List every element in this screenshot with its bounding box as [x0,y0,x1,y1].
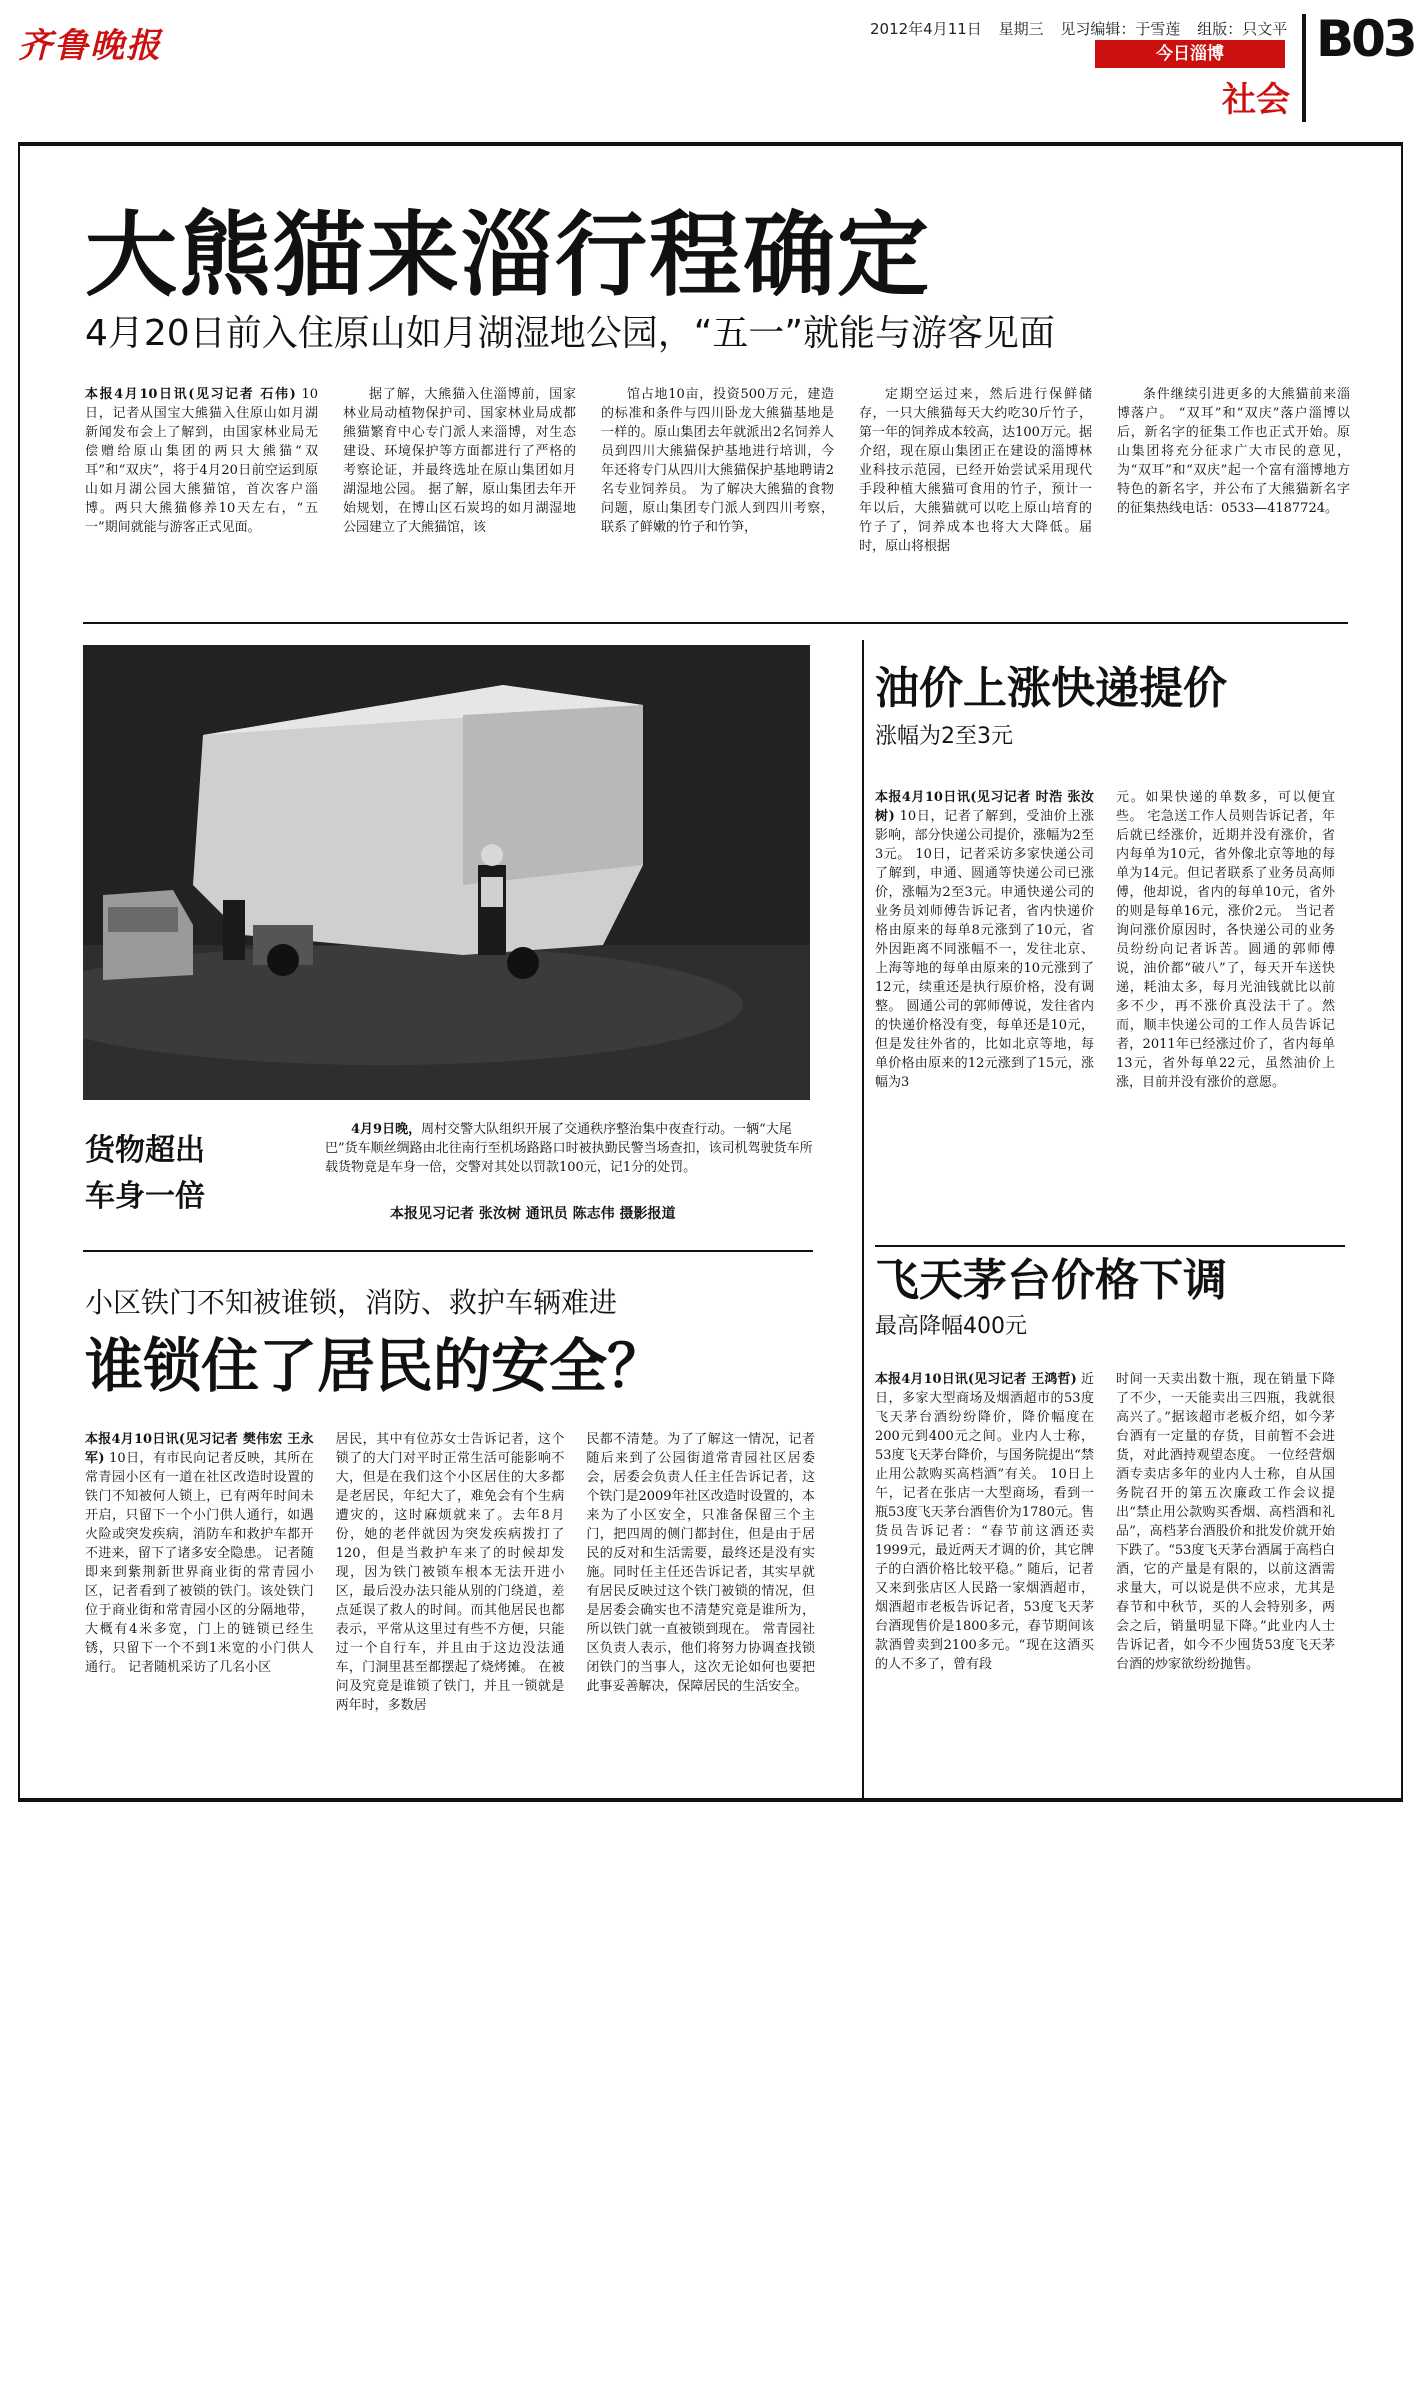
divider [875,1245,1345,1247]
liquor-story-column [875,1370,1094,1790]
gate-story-column [85,1430,314,1790]
lead-column [85,385,318,610]
masthead-rule [1302,14,1306,122]
liquor-story-subtitle: 最高降幅400元 [875,1314,1027,1339]
issue-weekday: 星期三 [998,20,1044,38]
liquor-story-body [875,1370,1335,1790]
lead-column [601,385,834,610]
lead-column-text: 条件继续引进更多的大熊猫前来淄博落户。 “双耳”和“双庆”落户淄博以后，新名字的征集工作也正式开始。原山集团将充分征求广大市民的意见，为“双耳”和“双庆”起一个富有淄博地方特色的新名字，并公布了大熊猫新名字的征集热线电话：0533—4187724。 [1117,387,1350,516]
column-divider [862,640,864,1800]
photo-caption-text: 周村交警大队组织开展了交通秩序整治集中夜查行动。一辆“大尾巴”货车顺丝绸路由北往南行至机场路路口时被执勤民警当场查扣，该司机驾驶货车所载货物竟是车身一倍，交警对其处以罚款100元，记1分的处罚。 [325,1122,813,1175]
photo-truck-illustration [83,645,810,1100]
news-photo [83,645,810,1100]
oil-story-body [875,788,1335,1228]
liquor-story-dateline: 本报4月10日讯(见习记者 王鸿哲) [875,1372,1077,1387]
lead-body [85,385,1350,610]
divider [83,1250,813,1252]
gate-story-headline: 谁锁住了居民的安全？ [85,1332,666,1400]
oil-story-dateline: 本报4月10日讯(见习记者 时浩 张汝树) [875,790,1094,824]
photo-title-line: 车身一倍 [85,1179,205,1214]
section-name: 社会 [1222,80,1290,120]
gate-story-text: 10日，有市民向记者反映，其所在常青园小区有一道在社区改造时设置的铁门不知被何人锁上，已有两年时间未开启，只留下一个小门供人通行，如遇火险或突发疾病，消防车和救护车都开不进来，留下了诸多安全隐患。 记者随即来到紫荆新世界商业街的常青园小区，记者看到了被锁的铁门。该处铁门位于商业街和常青园小区的分隔地带，大概有4米多宽，门上的链锁已经生锈，只留下一个不到1米宽的小门供人通行。 记者随机采访了几名小区 [85,1451,314,1675]
gate-story-body [85,1430,815,1790]
lead-column [343,385,576,610]
gate-story-column [336,1430,565,1790]
lead-column [1117,385,1350,610]
newspaper-logo: 齐鲁晚报 [18,26,162,66]
oil-story-text: 元。如果快递的单数多，可以便宜些。 宅急送工作人员则告诉记者，年后就已经涨价，近期并没有涨价，省内每单为10元，省外像北京等地的每单为14元。但记者联系了业务员高师傅，他却说，省内的每单10元，省外的则是每单16元，涨价2元。 当记者询问涨价原因时，各快递公司的业务员纷纷向记者诉苦。圆通的郭师傅说，油价都“破八”了，每天开车送快递，耗油太多，每月光油钱就比以前多不少，再不涨价真没法干了。然而，顺丰快递公司的工作人员告诉记者，2011年已经涨过价了，省内每单13元，省外每单22元，虽然油价上涨，目前并没有涨价的意愿。 [1116,790,1335,1090]
liquor-story-title: 飞天茅台价格下调 [875,1255,1227,1306]
oil-story-column [1116,788,1335,1228]
oil-story-column [875,788,1094,1228]
lead-subheadline: 4月20日前入住原山如月湖湿地公园，“五一”就能与游客见面 [85,313,1056,354]
oil-story-title: 油价上涨快递提价 [875,663,1227,714]
issue-editor: 见习编辑：于雪莲 [1060,20,1181,38]
issue-date: 2012年4月11日 [870,20,982,38]
issue-layout: 组版：只文平 [1197,20,1288,38]
liquor-story-text: 时间一天卖出数十瓶，现在销量下降了不少，一天能卖出三四瓶，我就很高兴了。”据该超市老板介绍，如今茅台酒有一定量的存货，目前暂不会进货，对此酒持观望态度。 一位经营烟酒专卖店多年的业内人士称，自从国务院召开的第五次廉政工作会议提出“禁止用公款购买香烟、高档酒和礼品”，高档茅台酒股价和批发价就开始下跌了。“53度飞天茅台酒属于高档白酒，它的产量是有限的，以前这酒需求量大，可以说是供不应求，尤其是春节和中秋节，买的人会特别多，两会之后，销量明显下降。”此业内人士告诉记者，如今不少囤货53度飞天茅台酒的炒家欲纷纷抛售。 [1116,1372,1335,1672]
section-tag: 今日淄博 [1095,40,1285,68]
lead-column-text: 据了解，大熊猫入住淄博前，国家林业局动植物保护司、国家林业局成都熊猫繁育中心专门派人来淄博，对生态建设、环境保护等方面都进行了严格的考察论证，并最终选址在原山集团如月湖湿地公园。 据了解，原山集团去年开始规划，在博山区石炭坞的如月湖湿地公园建立了大熊猫馆，该 [343,387,576,535]
liquor-story-text: 近日，多家大型商场及烟酒超市的53度飞天茅台酒纷纷降价，降价幅度在200元到400元之间。业内人士称，53度飞天茅台降价，与国务院提出“禁止用公款购买高档酒”有关。 10日上午，记者在张店一大型商场，看到一瓶53度飞天茅台酒售价为1780元。售货员告诉记者：“春节前这酒还卖1999元，最近两天才调的价，其它牌子的白酒价格比较平稳。” 随后，记者又来到张店区人民路一家烟酒超市，烟酒超市老板告诉记者，53度飞天茅台酒现售价是1800多元，春节期间该款酒曾卖到2100多元。“现在这酒买的人不多了，曾有段 [875,1372,1094,1672]
oil-story-text: 10日，记者了解到，受油价上涨影响，部分快递公司提价，涨幅为2至3元。 10日，记者采访多家快递公司了解到，申通、圆通等快递公司已涨价，涨幅为2至3元。申通快递公司的业务员刘师傅告诉记者，省内快递价格由原来的每单8元涨到了10元，省外因距离不同涨幅不一，发往北京、上海等地的每单由原来的10元涨到了12元，续重还是执行原价格，没有调整。 圆通公司的郭师傅说，发往省内的快递价格没有变，每单还是10元，但是发往外省的，比如北京等地，每单价格由原来的12元涨到了15元，涨幅为3 [875,809,1094,1090]
liquor-story-column [1116,1370,1335,1790]
photo-title [85,1128,235,1220]
gate-story-kicker: 小区铁门不知被谁锁，消防、救护车辆难进 [85,1286,618,1319]
lead-column [859,385,1092,610]
lead-headline: 大熊猫来淄行程确定 [85,202,932,309]
oil-story-subtitle: 涨幅为2至3元 [875,724,1013,749]
gate-story-text: 居民，其中有位苏女士告诉记者，这个锁了的大门对平时正常生活可能影响不大，但是在我们这个小区居住的大多都是老居民，年纪大了，难免会有个生病遭灾的，这时麻烦就来了。去年8月份，她的老伴就因为突发疾病拨打了120，但是当救护车来了的时候却发现，因为铁门被锁车根本无法开进小区，最后没办法只能从别的门绕道，差点延误了救人的时间。而其他居民也都表示，平常从这里过有些不方便，只能过一个自行车，并且由于这边没法通车，门洞里甚至都摆起了烧烤摊。 在被问及究竟是谁锁了铁门，并且一锁就是两年时，多数居 [335,1432,565,1713]
divider [83,622,1348,624]
lead-column-text: 馆占地10亩，投资500万元，建造的标准和条件与四川卧龙大熊猫基地是一样的。原山集团去年就派出2名饲养人员到四川大熊猫保护基地进行培训，今年还将专门从四川大熊猫保护基地聘请2名专业饲养员。 为了解决大熊猫的食物问题，原山集团专门派人到四川考察，联系了鲜嫩的竹子和竹笋， [601,387,834,535]
lead-column-text: 10日，记者从国宝大熊猫入住原山如月湖新闻发布会上了解到，由国家林业局无偿赠给原山集团的两只大熊猫“双耳”和“双庆”，将于4月20日前空运到原山如月湖公园大熊猫馆，首次客户淄博。两只大熊猫修养10天左右，“五一”期间就能与游客正式见面。 [85,387,318,535]
page-number: B03 [1316,10,1415,68]
issue-dateline [870,18,1290,39]
gate-story-text: 民都不清楚。为了了解这一情况，记者随后来到了公园街道常青园社区居委会，居委会负责人任主任告诉记者，这个铁门是2009年社区改造时设置的，本来为了小区安全，只准备保留三个主门，把四周的侧门都封住，但是由于居民的反对和生活需要，最终还是没有实施。同时任主任还告诉记者，其实早就有居民反映过这个铁门被锁的情况，但是居委会确实也不清楚究竟是谁所为，所以铁门就一直被锁到现在。 常青园社区负责人表示，他们将努力协调查找锁闭铁门的当事人，这次无论如何也要把此事妥善解决，保障居民的生活安全。 [586,1432,815,1694]
photo-caption-dateline: 4月9日晚， [351,1122,422,1137]
gate-story-column [586,1430,815,1790]
photo-title-line: 货物超出 [85,1133,205,1168]
masthead [0,0,1417,130]
lead-column-text: 定期空运过来，然后进行保鲜储存，一只大熊猫每天大约吃30斤竹子，第一年的饲养成本较高，达100万元。据介绍，现在原山集团正在建设的淄博林业科技示范园，已经开始尝试采用现代手段种植大熊猫可食用的竹子，预计一年以后，大熊猫就可以吃上原山培育的竹子了，饲养成本也将大大降低。届时，原山将根据 [859,387,1092,554]
gate-story-dateline: 本报4月10日讯(见习记者 樊伟宏 王永军) [85,1432,314,1466]
lead-dateline: 本报4月10日讯(见习记者 石伟) [85,387,296,402]
photo-credit: 本报见习记者 张汝树 通讯员 陈志伟 摄影报道 [390,1206,676,1222]
